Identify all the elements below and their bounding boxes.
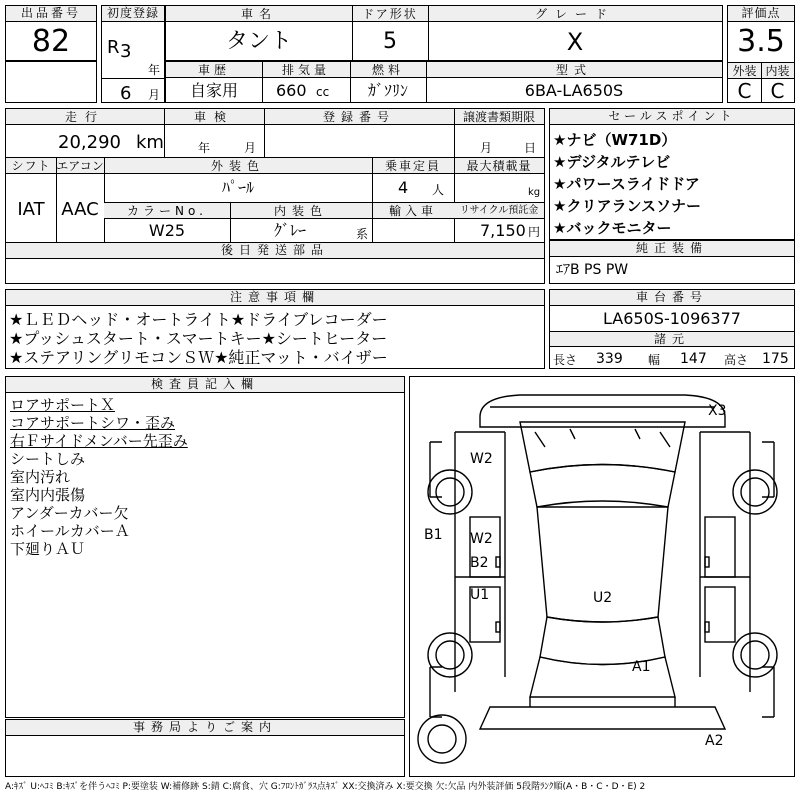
displacement: 660 <box>276 81 307 100</box>
inspector-line: 室内内張傷 <box>10 486 86 504</box>
recycle-unit: 円 <box>528 225 541 239</box>
length: 339 <box>596 351 623 367</box>
legend: A:ｷｽﾞ U:ﾍｺﾐ B:ｷｽﾞを伴うﾍｺﾐ P:要塗装 W:補修跡 S:錆 C:腐食、穴 G:ﾌﾛﾝﾄｶﾞﾗｽ点ｷｽﾞ XX:交換済み X:要交換 欠:欠品 内外装評価 5段階ﾗﾝｸ順(A・B・C・D・E) 2 <box>5 782 646 792</box>
first-reg-label: 初度登録 <box>102 6 164 22</box>
note-line: ★プッシュスタート・スマートキー★シートヒーター <box>9 329 388 348</box>
transfer-day-unit: 日 <box>524 141 537 155</box>
transfer-label: 譲渡書類期限 <box>462 110 535 124</box>
interior-grade: C <box>770 79 785 103</box>
model: 6BA-LA650S <box>524 81 624 100</box>
inspection-year-unit: 年 <box>198 141 211 155</box>
chassis-box <box>549 289 795 369</box>
door-label: ドア形状 <box>362 7 418 21</box>
inspector-line: ロアサポートＸ <box>10 396 116 414</box>
fuel-label: 燃料 <box>371 63 404 77</box>
interior-color: ｸﾞﾚｰ <box>273 221 306 240</box>
inspector-line: 右Ｆサイドメンバー先歪み <box>10 432 188 450</box>
inspector-box <box>5 376 405 718</box>
mileage: 20,290 <box>58 132 121 153</box>
inspector-line: 下廻りＡＵ <box>10 540 86 558</box>
damage-mark-x3: X3 <box>708 403 727 419</box>
interior-label: 内装 <box>765 64 790 78</box>
fuel: ｶﾞｿﾘﾝ <box>367 81 408 100</box>
office-label: 事務局よりご案内 <box>6 720 404 736</box>
transfer-month-unit: 月 <box>480 141 493 155</box>
genuine-label: 純正装備 <box>550 241 794 257</box>
width: 147 <box>680 351 707 367</box>
history: 自家用 <box>189 81 238 100</box>
later-parts-label: 後日発送部品 <box>6 243 544 259</box>
capacity-label: 乗車定員 <box>384 159 441 173</box>
capacity: 4 <box>398 178 409 197</box>
reg-no-label: 登録番号 <box>322 110 395 124</box>
mileage-unit: km <box>136 132 164 153</box>
inspector-line: ホイールカバーＡ <box>10 522 130 540</box>
sales-points-box <box>549 108 795 240</box>
note-line: ★ＬＥＤヘッド・オートライト★ドライブレコーダー <box>9 310 388 329</box>
score-box <box>727 5 795 103</box>
damage-mark-a2: A2 <box>705 733 724 749</box>
era-prefix: R <box>107 37 120 58</box>
damage-mark-w2: W2 <box>470 451 493 467</box>
month-unit: 月 <box>148 88 161 102</box>
car-diagram <box>410 377 794 776</box>
spec-row-box <box>165 61 723 103</box>
note-line: ★ステアリングリモコンＳＷ★純正マット・バイザー <box>9 348 388 367</box>
specs-label: 諸元 <box>550 332 794 347</box>
exterior-grade: C <box>737 79 752 103</box>
sales-point: ★パワースライドドア <box>553 175 700 193</box>
damage-mark-b1: B1 <box>424 527 443 543</box>
inspection-label: 車検 <box>193 110 234 124</box>
color-number: W25 <box>148 221 186 240</box>
inspector-label: 検査員記入欄 <box>6 377 404 393</box>
first-registration-box <box>101 5 165 103</box>
reg-year: 3 <box>120 41 132 62</box>
history-label: 車歴 <box>197 63 230 77</box>
inspector-line: シートしみ <box>10 450 86 468</box>
reg-month: 6 <box>120 83 132 104</box>
damage-mark-b2: B2 <box>470 555 489 571</box>
lot-number-box <box>5 5 97 61</box>
displacement-unit: cc <box>316 85 330 99</box>
recycle-label: リサイクル預託金 <box>459 205 539 216</box>
height-label: 高さ <box>724 353 749 367</box>
mileage-label: 走行 <box>64 110 105 124</box>
shift-label: シフト <box>11 159 51 173</box>
chassis-number: LA650S-1096377 <box>603 309 741 328</box>
model-label: 型式 <box>555 63 592 77</box>
lot-number-label: 出品番号 <box>6 6 96 22</box>
chassis-label: 車台番号 <box>550 290 794 306</box>
displacement-label: 排気量 <box>281 63 330 77</box>
import-label: 輸入車 <box>388 204 437 218</box>
load-unit: kg <box>528 187 541 198</box>
grade-label: グレード <box>534 7 615 21</box>
length-label: 長さ <box>553 353 578 367</box>
damage-mark-w2: W2 <box>470 531 493 547</box>
inspector-line: 室内汚れ <box>10 468 71 486</box>
score-label: 評価点 <box>728 6 794 22</box>
office-box <box>5 719 405 777</box>
int-color-unit: 系 <box>356 227 369 241</box>
damage-mark-a1: A1 <box>632 659 651 675</box>
genuine-items: ｴｱB PS PW <box>556 262 629 278</box>
car-name: タント <box>225 29 292 54</box>
sales-point: ★デジタルテレビ <box>553 153 671 171</box>
damage-mark-u1: U1 <box>470 587 490 603</box>
car-name-label: 車名 <box>240 7 277 21</box>
color-label: 外装色 <box>210 159 265 173</box>
sales-point: ★ナビ（W71D） <box>553 131 677 149</box>
mid-info-box <box>5 108 545 284</box>
notes-label: 注意事項欄 <box>6 290 544 306</box>
shift: IAT <box>17 199 45 220</box>
score: 3.5 <box>737 24 785 59</box>
ac-label: エアコン <box>56 159 104 173</box>
door-count: 5 <box>383 29 397 54</box>
load-label: 最大積載量 <box>466 159 532 173</box>
blank-box <box>5 61 97 103</box>
car-info-box <box>165 5 723 61</box>
exterior-color: ﾊﾟｰﾙ <box>221 178 254 197</box>
exterior-label: 外装 <box>732 64 757 78</box>
notes-box <box>5 289 545 369</box>
year-unit: 年 <box>148 63 161 77</box>
air-conditioner: AAC <box>61 199 99 220</box>
width-label: 幅 <box>648 353 661 367</box>
sales-points-label: セールスポイント <box>550 109 794 125</box>
genuine-equipment-box <box>549 240 795 284</box>
height: 175 <box>762 351 789 367</box>
inspector-line: アンダーカバー欠 <box>10 504 129 522</box>
inspection-month-unit: 月 <box>244 141 257 155</box>
int-color-label: 内装色 <box>273 204 328 218</box>
inspector-line: コアサポートシワ・歪み <box>10 414 176 432</box>
lot-number: 82 <box>31 24 71 59</box>
grade: X <box>566 28 584 56</box>
damage-mark-u2: U2 <box>593 590 613 606</box>
capacity-unit: 人 <box>432 183 445 197</box>
car-diagram-box <box>409 376 795 777</box>
color-no-label: カラーNo. <box>127 204 207 218</box>
recycle-fee: 7,150 <box>480 221 526 240</box>
sales-point: ★バックモニター <box>553 219 672 237</box>
sales-point: ★クリアランスソナー <box>553 197 701 215</box>
